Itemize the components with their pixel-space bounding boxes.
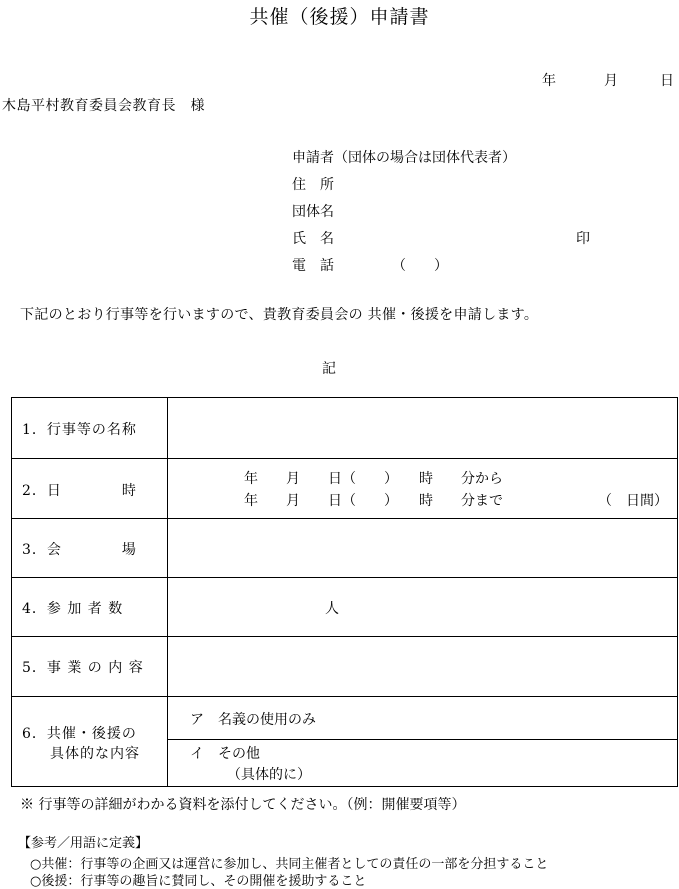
- application-table: [11, 397, 678, 787]
- name-label: 氏 名: [292, 231, 334, 247]
- option-other-detail: （具体的に）: [227, 767, 311, 783]
- participants-unit: 人: [325, 601, 339, 617]
- datetime-end: 年 月 日（ ） 時 分まで: [244, 493, 503, 509]
- applicant-header: 申請者（団体の場合は団体代表者）: [292, 150, 516, 166]
- option-name-use: ア 名義の使用のみ: [190, 712, 316, 728]
- attachment-note: ※ 行事等の詳細がわかる資料を添付してください。（例：開催要項等）: [20, 797, 466, 813]
- reference-heading: 【参考／用語に定義】: [18, 836, 149, 851]
- option-other: イ その他: [190, 746, 260, 762]
- table-row-support-type: [12, 696, 677, 787]
- support-type-label-2: 具体的な内容: [50, 746, 140, 762]
- table-row-content: [12, 636, 677, 696]
- page-title: 共催（後援）申請書: [249, 6, 430, 28]
- reference-koen: ○後援：行事等の趣旨に賛同し、その開催を援助すること: [30, 874, 367, 889]
- recipient: 木島平村教育委員会教育長 様: [2, 98, 205, 114]
- address-label: 住 所: [292, 177, 334, 193]
- event-name-label: 1．行事等の名称: [22, 422, 137, 438]
- content-label: 5．事 業 の 内 容: [22, 660, 144, 676]
- venue-label: 3．会 場: [22, 542, 137, 558]
- table-row-participants: [12, 577, 677, 636]
- table-row-venue: [12, 518, 677, 577]
- phone-label: 電 話: [292, 258, 334, 274]
- lead-text: 下記のとおり行事等を行いますので、貴教育委員会の 共催・後援を申請します。: [20, 307, 539, 323]
- option-divider: [167, 739, 677, 740]
- seal-mark: 印: [576, 231, 590, 247]
- phone-parentheses: （ ）: [392, 258, 448, 274]
- table-row-datetime: [12, 458, 677, 518]
- date-day: 日: [660, 73, 674, 89]
- group-name-label: 団体名: [292, 204, 334, 220]
- date-month: 月: [604, 73, 618, 89]
- datetime-label: 2．日 時: [22, 483, 137, 499]
- reference-kyosai: ○共催：行事等の企画又は運営に参加し、共同主催者としての責任の一部を分担すること: [30, 857, 549, 872]
- table-row-event-name: [12, 398, 677, 458]
- date-year: 年: [542, 73, 556, 89]
- ki-heading: 記: [322, 361, 336, 377]
- datetime-start: 年 月 日（ ） 時 分から: [244, 471, 503, 487]
- participants-label: 4．参 加 者 数: [22, 601, 124, 617]
- support-type-label-1: 6．共催・後援の: [22, 726, 137, 742]
- datetime-days: （ 日間）: [598, 493, 668, 509]
